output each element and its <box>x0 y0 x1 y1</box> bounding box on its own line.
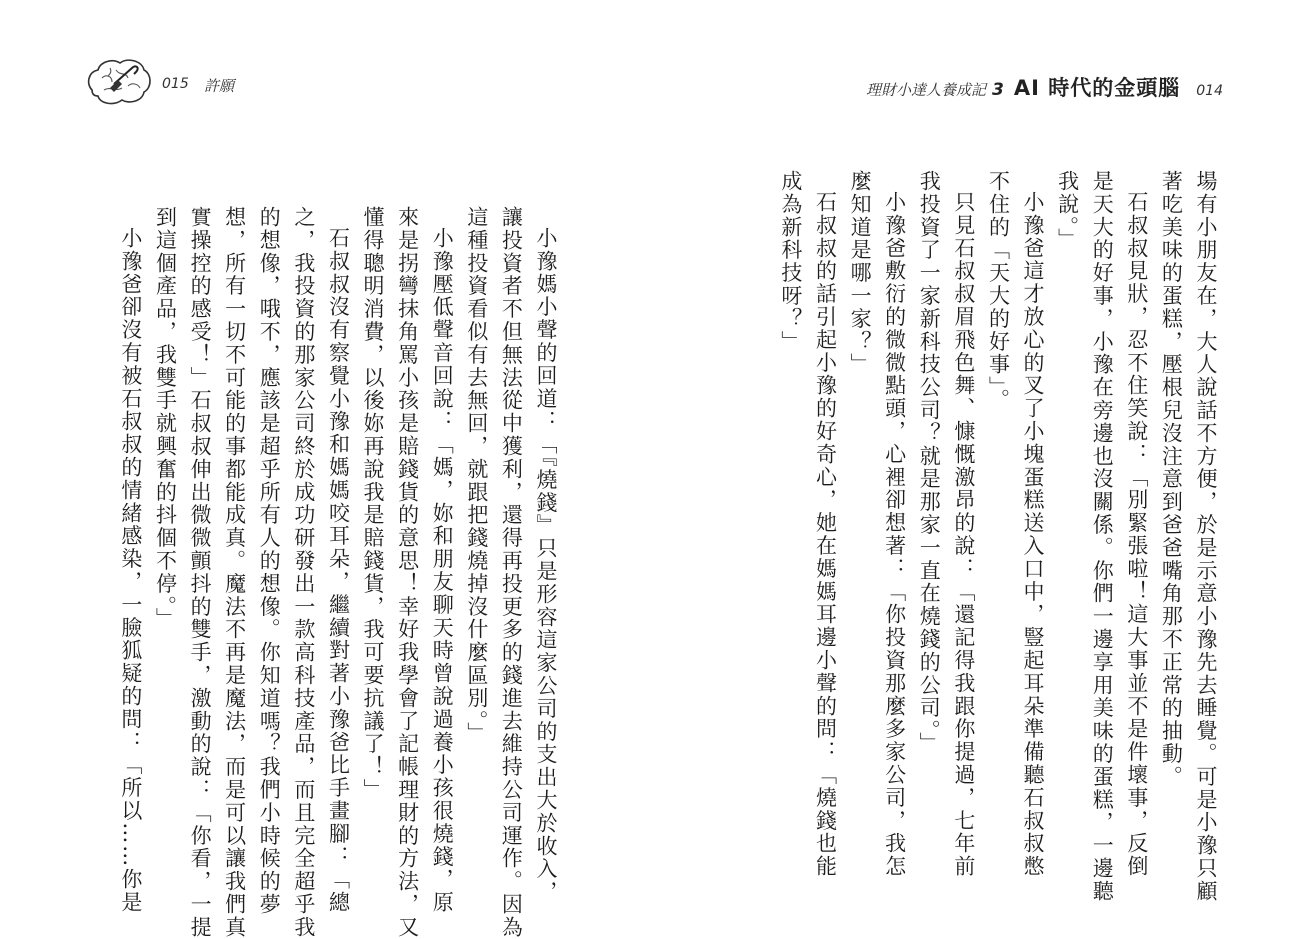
text-column: 的想像，哦不，應該是超乎所有人的想像。你知道嗎？我們小時候的夢 <box>257 206 282 916</box>
text-column: 想，所有一切不可能的事都能成真。魔法不再是魔法，而是可以讓我們真 <box>222 206 247 939</box>
text-column: 到這個產品，我雙手就興奮的抖個不停。」 <box>153 206 178 631</box>
text-column: 我投資了一家新科技公司？就是那家一直在燒錢的公司。」 <box>917 170 942 755</box>
text-column: 場有小朋友在，大人說話不方便，於是示意小豫先去睡覺。可是小豫只顧 <box>1194 170 1218 903</box>
text-column: 小豫爸卻沒有被石叔叔的情緒感染，一臉狐疑的問：「所以……你是 <box>118 227 143 914</box>
text-column: 石叔叔見狀，忍不住笑說：「別緊張啦！這大事並不是件壞事，反倒 <box>1124 191 1149 878</box>
text-column: 小豫媽小聲的回道：「『燒錢』只是形容這家公司的支出大於收入， <box>534 227 558 904</box>
brain-with-hook-icon <box>84 54 154 110</box>
text-column: 實操控的感受！」石叔叔伸出微微顫抖的雙手，激動的說：「你看，一提 <box>188 206 213 939</box>
book-subtitle: AI 時代的金頭腦 <box>1013 76 1181 100</box>
text-column: 不住的「天大的好事」。 <box>986 170 1011 412</box>
volume-number: 3 <box>992 80 1004 100</box>
text-column: 小豫爸敷衍的微微點頭，心裡卻想著：「你投資那麼多家公司，我怎 <box>882 191 907 878</box>
text-column: 讓投資者不但無法從中獲利，還得再投更多的錢進去維持公司運作。因為 <box>499 206 524 939</box>
text-column: 之，我投資的那家公司終於成功研發出一款高科技產品，而且完全超乎我 <box>291 206 316 939</box>
text-column: 這種投資看似有去無回，就跟把錢燒掉沒什麼區別。」 <box>464 206 489 746</box>
left-page-body <box>113 206 563 939</box>
right-page-header <box>866 72 1223 102</box>
text-column: 石叔叔沒有察覺小豫和媽媽咬耳朵，繼續對著小豫爸比手畫腳：「總 <box>326 227 351 914</box>
text-column: 著吃美味的蛋糕，壓根兒沒注意到爸爸嘴角那不正常的抽動。 <box>1159 170 1184 789</box>
text-column: 來是拐彎抹角罵小孩是賠錢貨的意思！幸好我學會了記帳理財的方法，又 <box>395 206 420 939</box>
chapter-title: 許願 <box>204 77 235 95</box>
page-number-right: 014 <box>1196 83 1223 99</box>
text-column: 石叔叔的話引起小豫的好奇心，她在媽媽耳邊小聲的問：「燒錢也能 <box>813 191 838 878</box>
page-number-left: 015 <box>162 76 189 92</box>
right-page-body <box>773 170 1223 903</box>
text-column: 只見石叔叔眉飛色舞、慷慨激昂的說：「還記得我跟你提過，七年前 <box>951 191 976 878</box>
text-column: 小豫爸這才放心的叉了小塊蛋糕送入口中，豎起耳朵準備聽石叔叔憋 <box>1021 191 1046 878</box>
series-title: 理財小達人養成記 <box>866 81 987 99</box>
text-column: 小豫壓低聲音回說：「媽，妳和朋友聊天時曾說過養小孩很燒錢，原 <box>430 227 455 914</box>
text-column: 我說。」 <box>1055 170 1080 252</box>
text-column: 懂得聰明消費，以後妳再說我是賠錢貨，我可要抗議了！」 <box>361 206 386 802</box>
text-column: 是天大的好事，小豫在旁邊也沒關係。你們一邊享用美味的蛋糕，一邊聽 <box>1090 170 1115 903</box>
text-column: 成為新科技呀？」 <box>778 170 803 354</box>
text-column: 麼知道是哪一家？」 <box>848 170 873 377</box>
